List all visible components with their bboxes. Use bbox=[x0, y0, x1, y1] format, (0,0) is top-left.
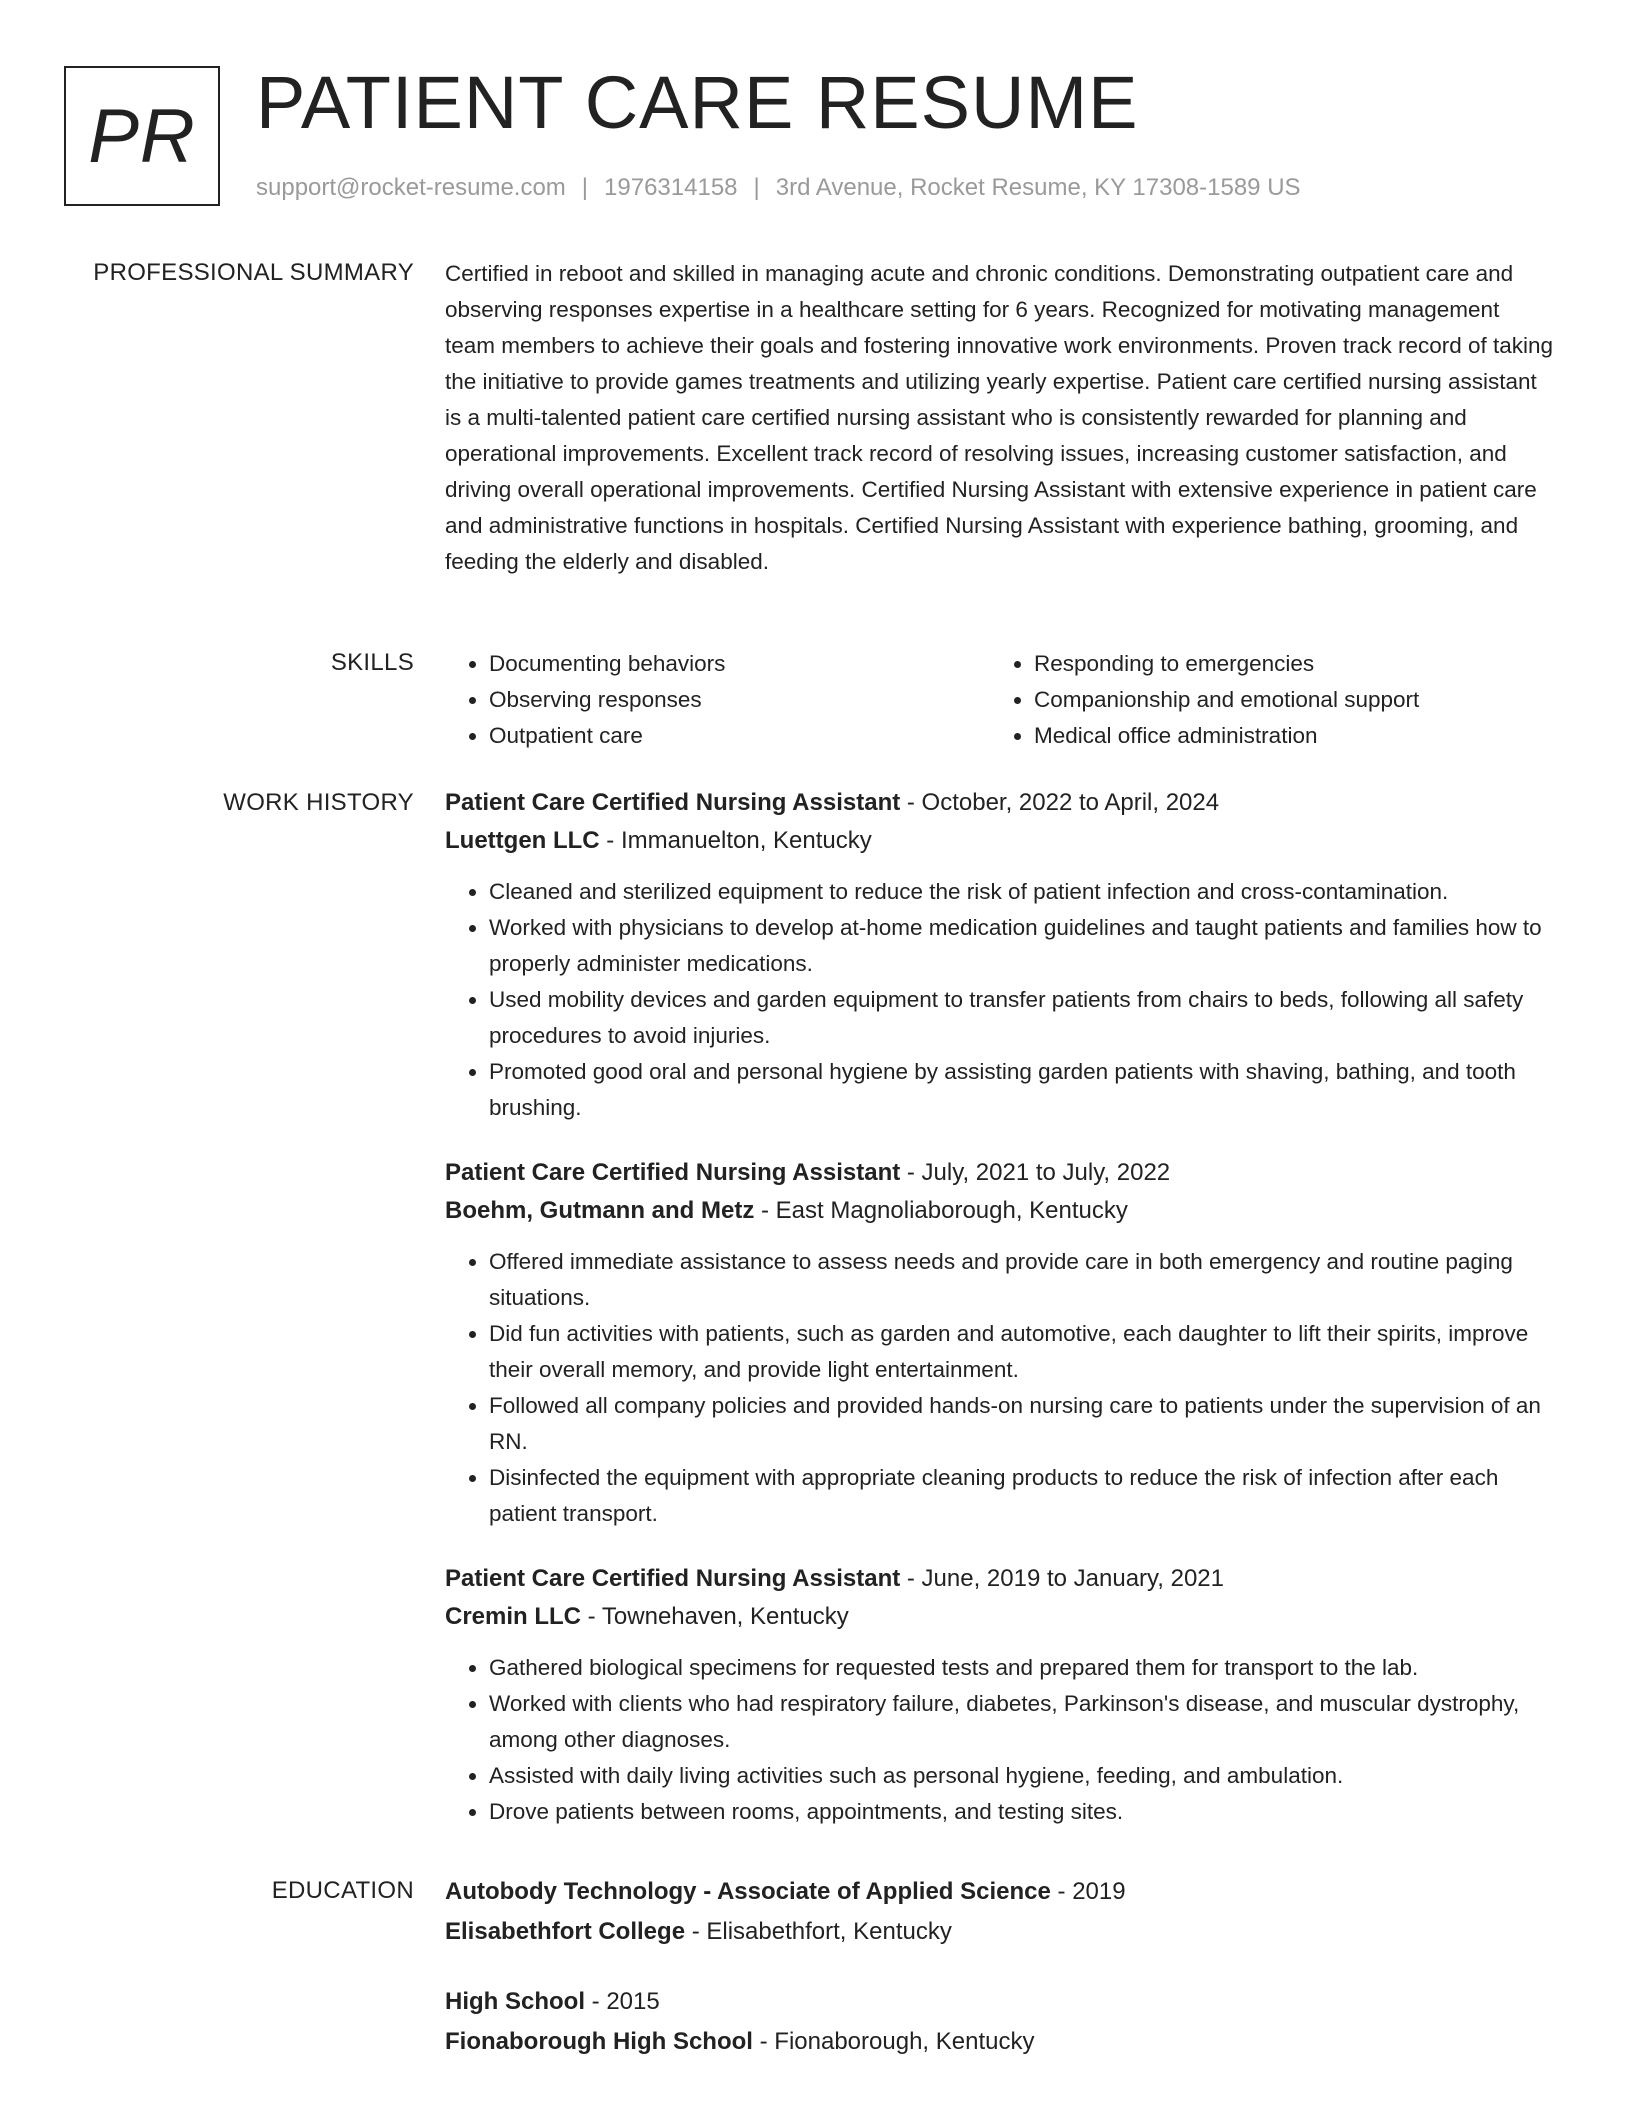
job-title-line bbox=[445, 1560, 1555, 1598]
education-degree: Autobody Technology - Associate of Applied Science bbox=[445, 1878, 1051, 1905]
job-bullet: • Gathered biological specimens for requested tests and prepared them for transport to the lab. bbox=[489, 1650, 1555, 1686]
job-company-line bbox=[445, 822, 1555, 860]
skill-item: • Responding to emergencies bbox=[1034, 646, 1535, 682]
job-bullet: • Worked with clients who had respiratory failure, diabetes, Parkinson's disease, and muscular dystrophy, among other diagnoses. bbox=[489, 1686, 1555, 1758]
education-year: - 2015 bbox=[585, 1988, 660, 2015]
work-body bbox=[445, 784, 1555, 1858]
job-company: Boehm, Gutmann and Metz bbox=[445, 1197, 755, 1224]
education-entry bbox=[445, 1872, 1555, 1952]
skills-list-right bbox=[990, 646, 1535, 754]
education-entry bbox=[445, 1982, 1555, 2062]
job-dates: - June, 2019 to January, 2021 bbox=[900, 1565, 1224, 1592]
monogram-logo: PR bbox=[64, 66, 220, 206]
contact-separator: | bbox=[581, 174, 589, 201]
section-work-history bbox=[64, 784, 1564, 1854]
job-bullet: • Followed all company policies and provided hands-on nursing care to patients under the supervision of an RN. bbox=[489, 1388, 1555, 1460]
summary-text: Certified in reboot and skilled in managing acute and chronic conditions. Demonstrating outpatient care and observing responses expertise in a healthcare setting for 6 years. Recognized for motivating management team members to achieve their goals and fostering innovative work environments. Proven track record of taking the initiative to provide games treatments and utilizing yearly expertise. Patient care certified nursing assistant is a multi-talented patient care certified nursing assistant who is consistently rewarded for planning and operational improvements. Excellent track record of resolving issues, increasing customer satisfaction, and driving overall operational improvements. Certified Nursing Assistant with extensive experience in patient care and administrative functions in hospitals. Certified Nursing Assistant with experience bathing, grooming, and feeding the elderly and disabled. bbox=[445, 261, 1554, 574]
summary-body bbox=[445, 256, 1555, 580]
contact-address: 3rd Avenue, Rocket Resume, KY 17308-1589 US bbox=[775, 174, 1301, 201]
job-bullet: • Did fun activities with patients, such as garden and automotive, each daughter to lift their spirits, improve their overall memory, and provide light entertainment. bbox=[489, 1316, 1555, 1388]
job-location: - East Magnoliaborough, Kentucky bbox=[754, 1197, 1128, 1224]
job-bullet: • Cleaned and sterilized equipment to reduce the risk of patient infection and cross-contamination. bbox=[489, 874, 1555, 910]
job-company: Luettgen LLC bbox=[445, 827, 600, 854]
skill-item: • Outpatient care bbox=[489, 718, 990, 754]
job-bullet: • Offered immediate assistance to assess needs and provide care in both emergency and routine paging situations. bbox=[489, 1244, 1555, 1316]
contact-email[interactable]: support@rocket-resume.com bbox=[256, 174, 566, 201]
job-company-line bbox=[445, 1192, 1555, 1230]
resume-name: PATIENT CARE RESUME bbox=[256, 61, 1139, 144]
job-dates: - October, 2022 to April, 2024 bbox=[900, 789, 1220, 816]
section-label-summary: PROFESSIONAL SUMMARY bbox=[93, 259, 414, 286]
skills-grid bbox=[445, 646, 1555, 754]
job-entry bbox=[445, 1560, 1555, 1830]
job-company-line bbox=[445, 1598, 1555, 1636]
education-degree: High School bbox=[445, 1988, 585, 2015]
job-bullet: • Drove patients between rooms, appointments, and testing sites. bbox=[489, 1794, 1555, 1830]
education-degree-line bbox=[445, 1982, 1555, 2022]
job-bullet: • Worked with physicians to develop at-home medication guidelines and taught patients and families how to properly administer medications. bbox=[489, 910, 1555, 982]
resume-header bbox=[64, 61, 1584, 216]
section-label-work: WORK HISTORY bbox=[223, 789, 414, 816]
job-bullet: • Disinfected the equipment with appropriate cleaning products to reduce the risk of infection after each patient transport. bbox=[489, 1460, 1555, 1532]
skills-list-left bbox=[445, 646, 990, 754]
section-label-skills: SKILLS bbox=[330, 649, 414, 676]
job-company: Cremin LLC bbox=[445, 1603, 582, 1630]
education-year: - 2019 bbox=[1050, 1878, 1126, 1905]
job-title-line bbox=[445, 784, 1555, 822]
section-label-education: EDUCATION bbox=[271, 1877, 414, 1904]
education-school-line bbox=[445, 1912, 1555, 1952]
education-school: Elisabethfort College bbox=[445, 1918, 686, 1945]
section-education bbox=[64, 1872, 1564, 2102]
skill-item: • Observing responses bbox=[489, 682, 990, 718]
education-location: - Elisabethfort, Kentucky bbox=[685, 1918, 952, 1945]
job-dates: - July, 2021 to July, 2022 bbox=[900, 1159, 1171, 1186]
job-bullet: • Used mobility devices and garden equipment to transfer patients from chairs to beds, following all safety procedures to avoid injuries. bbox=[489, 982, 1555, 1054]
contact-line bbox=[256, 174, 1301, 202]
job-entry bbox=[445, 1154, 1555, 1532]
skill-item: • Medical office administration bbox=[1034, 718, 1535, 754]
job-bullets bbox=[445, 1650, 1555, 1830]
job-title: Patient Care Certified Nursing Assistant bbox=[445, 789, 901, 816]
education-location: - Fionaborough, Kentucky bbox=[752, 2028, 1035, 2055]
job-bullet: • Assisted with daily living activities such as personal hygiene, feeding, and ambulation. bbox=[489, 1758, 1555, 1794]
section-skills bbox=[64, 646, 1564, 766]
job-location: - Immanuelton, Kentucky bbox=[599, 827, 872, 854]
education-school-line bbox=[445, 2022, 1555, 2062]
section-summary bbox=[64, 256, 1564, 626]
job-bullets bbox=[445, 874, 1555, 1126]
job-title: Patient Care Certified Nursing Assistant bbox=[445, 1159, 901, 1186]
contact-separator: | bbox=[753, 174, 760, 201]
job-entry bbox=[445, 784, 1555, 1126]
job-bullets bbox=[445, 1244, 1555, 1532]
contact-phone[interactable]: 1976314158 bbox=[604, 174, 738, 201]
job-location: - Townehaven, Kentucky bbox=[581, 1603, 849, 1630]
job-bullet: • Promoted good oral and personal hygiene by assisting garden patients with shaving, bathing, and tooth brushing. bbox=[489, 1054, 1555, 1126]
education-degree-line bbox=[445, 1872, 1555, 1912]
skill-item: • Companionship and emotional support bbox=[1034, 682, 1535, 718]
job-title: Patient Care Certified Nursing Assistant bbox=[445, 1565, 901, 1592]
skill-item: • Documenting behaviors bbox=[489, 646, 990, 682]
education-school: Fionaborough High School bbox=[445, 2028, 753, 2055]
job-title-line bbox=[445, 1154, 1555, 1192]
education-body bbox=[445, 1872, 1555, 2092]
